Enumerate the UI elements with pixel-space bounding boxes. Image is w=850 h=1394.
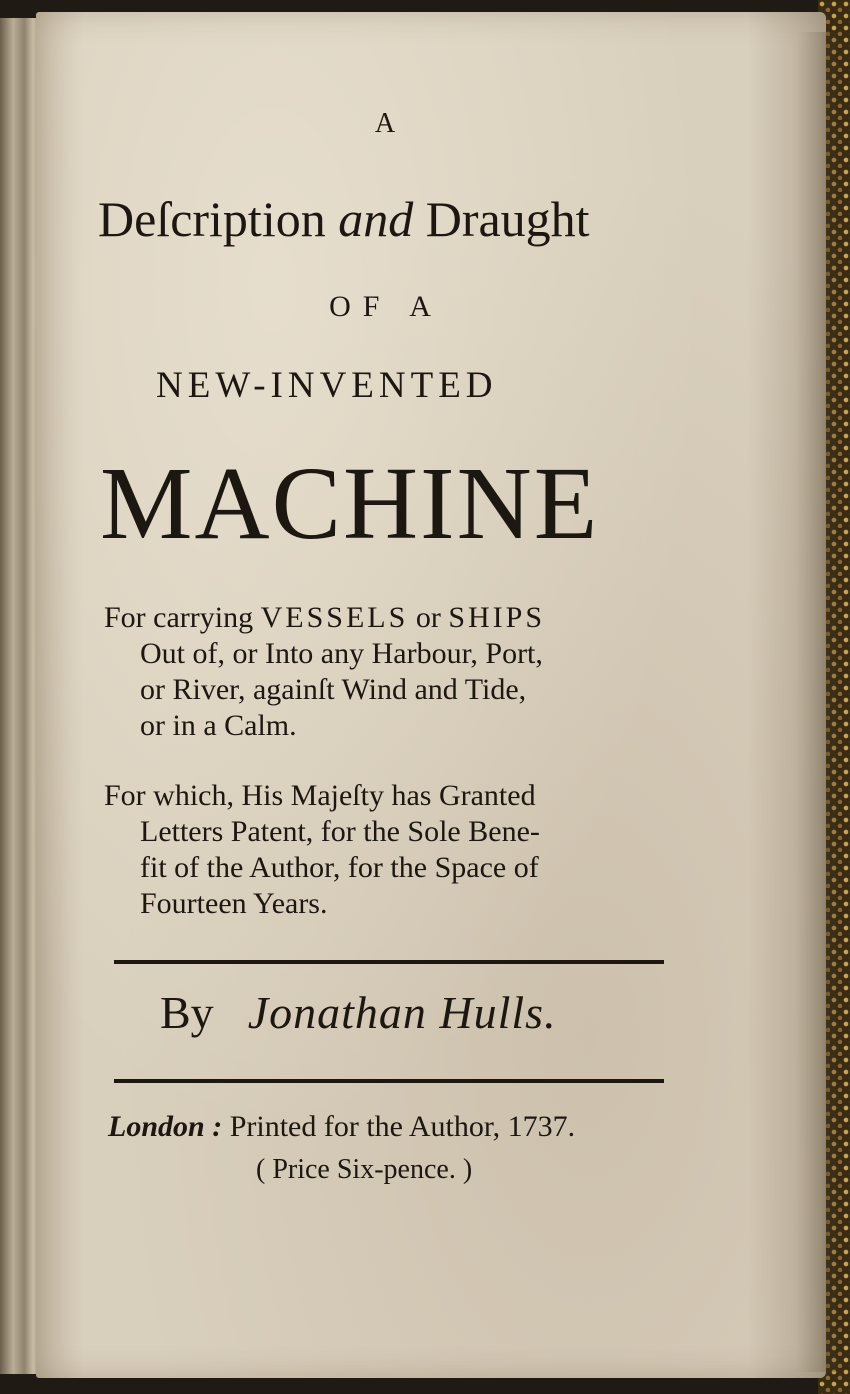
title-draught-word: Draught (425, 191, 590, 247)
purpose-prefix: For carrying (104, 601, 254, 634)
divider-rule-bottom (114, 1079, 664, 1083)
title-and-word: and (338, 191, 414, 247)
price-line: ( Price Six-pence. ) (256, 1154, 473, 1185)
title-of-a: OF A (329, 290, 443, 323)
patent-line-3: fit of the Author, for the Space of (140, 851, 539, 884)
title-machine: MACHINE (100, 446, 600, 561)
purpose-line-1 (104, 600, 545, 636)
purpose-line-4: or in a Calm. (140, 709, 297, 742)
title-page-leaf (36, 12, 826, 1378)
patent-line-4: Fourteen Years. (140, 887, 328, 920)
author-name: Jonathan Hulls. (247, 987, 557, 1038)
title-description-word: Deſcription (98, 191, 326, 247)
imprint-city: London : (108, 1110, 223, 1143)
divider-rule-top (114, 960, 664, 964)
patent-paragraph (104, 778, 540, 922)
purpose-line-3: or River, againſt Wind and Tide, (140, 673, 527, 706)
purpose-paragraph (104, 600, 545, 744)
title-article: A (374, 108, 398, 139)
title-main-line (98, 190, 590, 248)
author-line (160, 986, 557, 1039)
patent-line-2: Letters Patent, for the Sole Bene- (140, 815, 540, 848)
imprint-text: Printed for the Author, 1737. (229, 1110, 576, 1143)
title-new-invented: NEW-INVENTED (156, 365, 498, 406)
title-page-text (36, 12, 826, 1378)
purpose-or: or (415, 601, 441, 634)
imprint-line (108, 1110, 575, 1144)
purpose-vessels: VESSELS (260, 601, 409, 634)
by-word: By (160, 987, 214, 1038)
purpose-ships: SHIPS (448, 601, 546, 634)
patent-line-1: For which, His Majeſty has Granted (104, 779, 536, 812)
purpose-line-2: Out of, or Into any Harbour, Port, (140, 637, 543, 670)
